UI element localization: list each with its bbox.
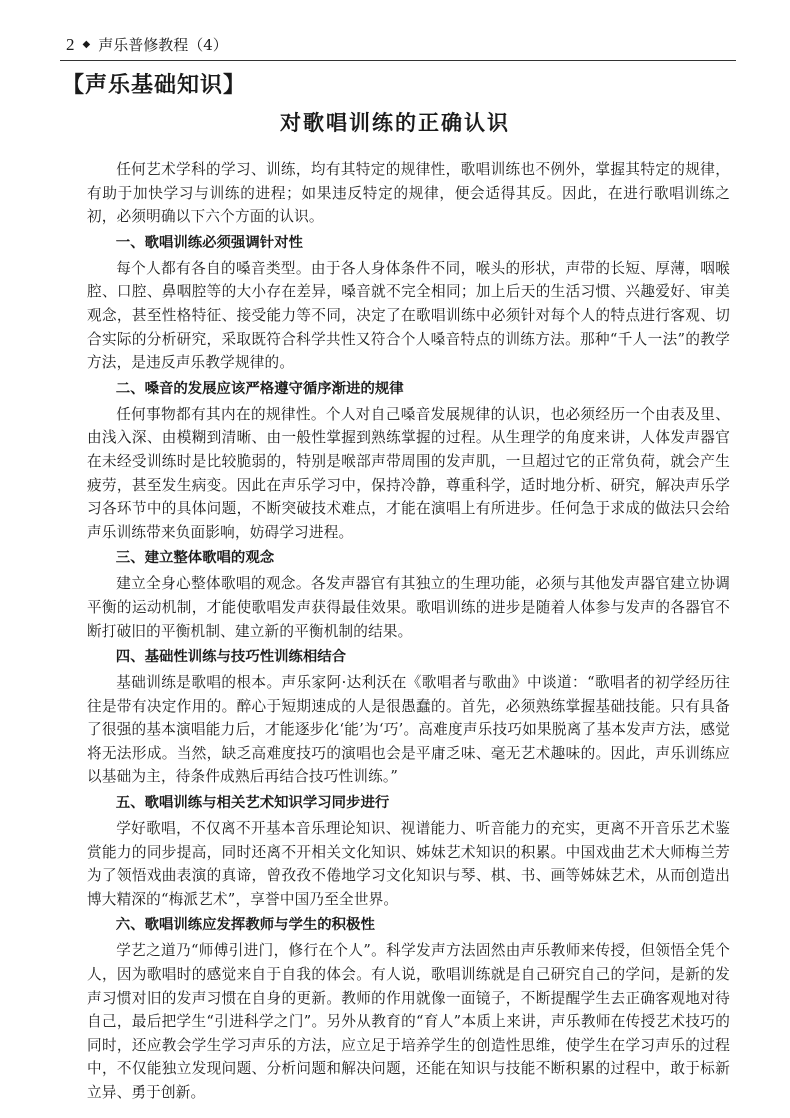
section-heading-1: 一、歌唱训练必须强调针对性: [115, 234, 303, 251]
section-heading-6: 六、歌唱训练应发挥教师与学生的积极性: [115, 917, 375, 934]
section-body-4: 基础训练是歌唱的根本。声乐家阿·达利沃在《歌唱者与歌曲》中谈道：“歌唱者的初学经历往往是带有决定作用的。醉心于短期速成的人是很愚蠢的。首先，必须熟练掌握基础技能。只有具备了很强的基本演唱能力后，才能逐步化‘能’为‘巧’。高难度声乐技巧如果脱离了基本发声方法，感觉将无法形成。当然，缺乏高难度技巧的演唱也会是平庸乏味、毫无艺术趣味的。因此，声乐训练应以基础为主，待条件成熟后再结合技巧性训练。”: [87, 674, 730, 786]
section-heading-4: 四、基础性训练与技巧性训练相结合: [115, 649, 347, 666]
page-number: 2: [66, 34, 75, 54]
header-rule: [60, 60, 736, 61]
section-body-3: 建立全身心整体歌唱的观念。各发声器官有其独立的生理功能，必须与其他发声器官建立协调平衡的运动机制，才能使歌唱发声获得最佳效果。歌唱训练的进步是随着人体参与发声的各器官不断打破旧的平衡机制、建立新的平衡机制的结果。: [87, 575, 730, 640]
page-title: 对歌唱训练的正确认识: [280, 111, 510, 135]
section-tag: 【声乐基础知识】: [62, 73, 247, 98]
section-heading-2: 二、嗓音的发展应该严格遵守循序渐进的规律: [115, 380, 404, 397]
section-body-6: 学艺之道乃“师傅引进门，修行在个人”。科学发声方法固然由声乐教师来传授，但领悟全凭个人，因为歌唱时的感觉来自于自我的体会。有人说，歌唱训练就是自己研究自己的学问，是新的发声习惯对旧的发声习惯在自身的更新。教师的作用就像一面镜子，不断提醒学生去正确客观地对待自己，最后把学生“引进科学之门”。另外从教育的“育人”本质上来讲，声乐教师在传授艺术技巧的同时，还应教会学生学习声乐的方法，应立足于培养学生的创造性思维，使学生在学习声乐的过程中，不仅能独立发现问题、分析问题和解决问题，还能在知识与技能不断积累的过程中，敢于标新立异、勇于创新。: [87, 942, 730, 1101]
book-title: 声乐普修教程（4）: [98, 36, 228, 54]
intro-paragraph: 任何艺术学科的学习、训练，均有其特定的规律性，歌唱训练也不例外，掌握其特定的规律，有助于加快学习与训练的进程；如果违反特定的规律，便会适得其反。因此，在进行歌唱训练之初，必须明确以下六个方面的认识。: [87, 161, 730, 226]
section-body-2: 任何事物都有其内在的规律性。个人对自己嗓音发展规律的认识，也必须经历一个由表及里、由浅入深、由模糊到清晰、由一般性掌握到熟练掌握的过程。从生理学的角度来讲，人体发声器官在未经受训练时是比较脆弱的，特别是喉部声带周围的发声肌，一旦超过它的正常负荷，就会产生疲劳，甚至发生病变。因此在声乐学习中，保持冷静，尊重科学，适时地分析、研究，解决声乐学习各环节中的具体问题，不断突破技术难点，才能在演唱上有所进步。任何急于求成的做法只会给声乐训练带来负面影响，妨碍学习进程。: [87, 405, 730, 541]
section-body-5: 学好歌唱，不仅离不开基本音乐理论知识、视谱能力、听音能力的充实，更离不开音乐艺术鉴赏能力的同步提高，同时还离不开相关文化知识、姊妹艺术知识的积累。中国戏曲艺术大师梅兰芳为了领悟戏曲表演的真谛，曾孜孜不倦地学习文化知识与琴、棋、书、画等姊妹艺术，从而创造出博大精深的“梅派艺术”，享誉中国乃至全世界。: [87, 820, 730, 908]
article-body: [87, 158, 730, 1105]
section-heading-3: 三、建立整体歌唱的观念: [115, 550, 275, 567]
section-body-1: 每个人都有各自的嗓音类型。由于各人身体条件不同，喉头的形状，声带的长短、厚薄，咽喉腔、口腔、鼻咽腔等的大小存在差异，嗓音就不完全相同；加上后天的生活习惯、兴趣爱好、审美观念，甚至性格特征、接受能力等不同，决定了在歌唱训练中必须针对每个人的特点进行客观、切合实际的分析研究，采取既符合科学共性又符合个人嗓音特点的训练方法。那种“千人一法”的教学方法，是违反声乐教学规律的。: [87, 259, 730, 372]
running-header: [66, 34, 228, 55]
section-heading-5: 五、歌唱训练与相关艺术知识学习同步进行: [115, 795, 390, 812]
diamond-icon: ◆: [82, 39, 91, 50]
